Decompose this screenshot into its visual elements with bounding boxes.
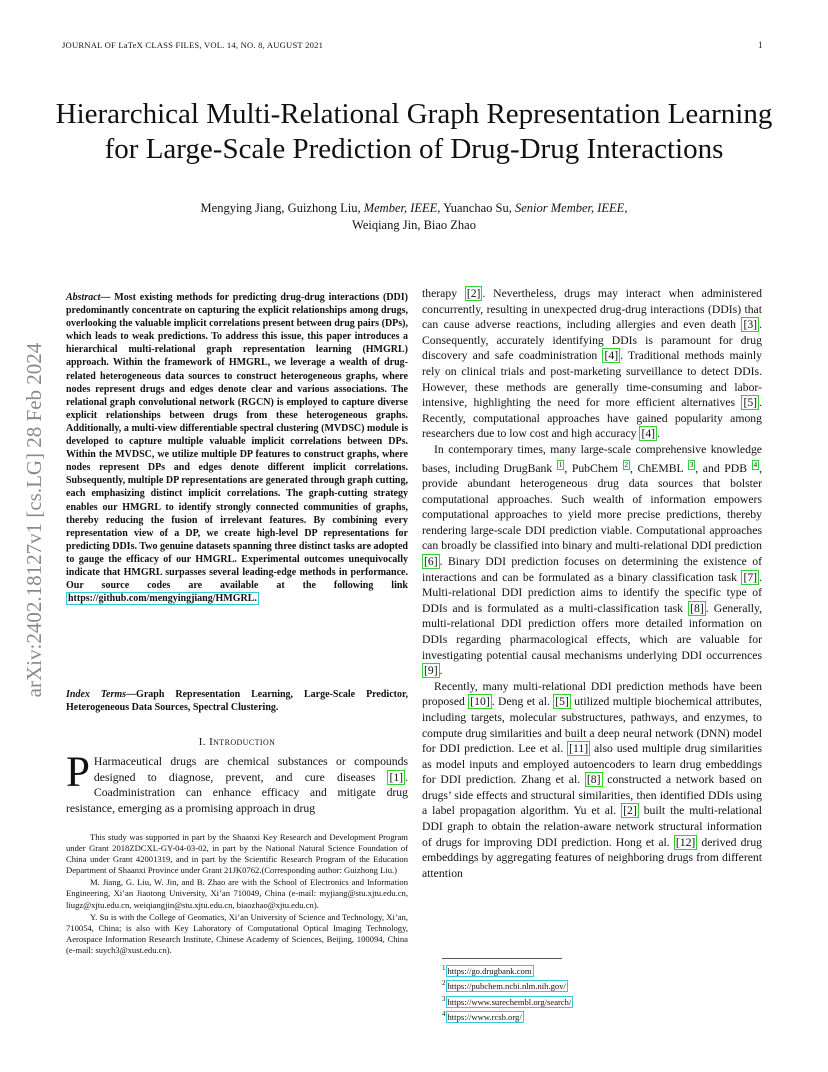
abstract-text: — Most existing methods for predicting drug-drug interactions (DDI) predominantly concentrate on capturing the explicit relationships among drugs, overlooking the valuable implicit correlations present between drug pairs (DPs), which leads to weak predictions. To address this issue, this paper introduces a hierarchical multi-relational graph representation learning (HMGRL) approach. Within the framework of HMGRL, we leverage a wealth of drug-related heterogeneous data sources to construct heterogeneous graphs, where nodes represent drugs and edges denote clear and various associations. The relational graph convolutional network (RGCN) is employed to capture diverse explicit relationships between drugs from these heterogeneous graphs. Additionally, a multi-view differentiable spectral clustering (MVDSC) module is developed to capture multiple valuable implicit correlations between DPs. Within the MVDSC, we utilize multiple DP features to construct graphs, where nodes represent DPs and edges denote different implicit correlations. Subsequently, multiple DP representations are generated through graph cutting, each emphasizing distinct implicit correlations. The graph-cutting strategy enables our HMGRL to identify strongly connected communities of graphs, thereby reducing the fusion of irrelevant features. By combining every representation view of a DP, we create high-level DP representations for predicting DDIs. Two genuine datasets spanning three distinct tasks are adopted to gauge the efficacy of our HMGRL. Experimental outcomes unequivocally indicate that HMGRL surpasses several leading-edge methods in performance. Our source codes are available at the following link [66, 292, 408, 592]
url-footnote [442, 962, 573, 977]
author-list [40, 200, 788, 234]
body-text: built the multi-relational DDI graph to obtain the relation-aware network structural information of drugs for improving DDI prediction. Hong et al. [422, 804, 763, 849]
intro-text-a: Harmaceutical drugs are chemical substances or compounds designed to diagnose, prevent, and cure diseases [93, 755, 408, 784]
body-text: utilized multiple biochemical attributes, including targets, molecular substructures, pathways, and enzymes, to compute drug similarities and built a deep neural network (DNN) model for DDI prediction. Lee et al. [422, 695, 762, 756]
citation-link[interactable]: [7] [743, 570, 758, 584]
citation-link[interactable]: [8] [586, 773, 601, 787]
citation-link[interactable]: [8] [690, 601, 704, 615]
running-header: JOURNAL OF LaTeX CLASS FILES, VOL. 14, NO. 8, AUGUST 2021 [62, 40, 324, 50]
funding-footnotes [66, 832, 408, 957]
body-text: . Traditional methods mainly rely on clinical trials and post-marketing surveillance to detect DDIs. However, these methods are generally time-consuming and labor-intensive, highlighting the need for more efficient alternatives [422, 349, 762, 410]
footnote-rule [442, 958, 562, 959]
source-code-link[interactable]: https://github.com/mengyingjiang/HMGRL. [68, 593, 257, 605]
affiliation-footnote: Y. Su is with the College of Geomatics, Xi’an University of Science and Technology, Xi’an, 710054, China; is also with Key Laboratory of Computational Optical Imaging Technology, Aerospace Information Research Institute, Chinese Academy of Sciences, Beijing, 100094, China (e-mail: suych3@xust.edu.cn). [66, 911, 408, 955]
arxiv-stamp: arXiv:2402.18127v1 [cs.LG] 28 Feb 2024 [22, 342, 46, 698]
url-footnotes [442, 962, 573, 1023]
paper-title: Hierarchical Multi-Relational Graph Representation Learning for Large-Scale Prediction of Drug-Drug Interactions [55, 98, 773, 166]
author-line-1 [40, 200, 788, 217]
index-terms-lead: Index Terms [66, 689, 127, 700]
citation-link[interactable]: [9] [424, 664, 438, 678]
footnote-mark: 4 [442, 1010, 446, 1019]
section-number: I. [198, 736, 210, 748]
body-text: derived drug embeddings by aggregating features of neighboring drugs from different attention [422, 835, 763, 880]
body-text: . Consequently, accurately identifying DDIs is paramount for drug discovery and safe coadministration [422, 318, 762, 363]
author-affil-a: Member, IEEE, [363, 201, 441, 215]
funding-footnote: This study was supported in part by the Shaanxi Key Research and Development Program under Grant 2018ZDCXL-GY-04-03-02, in part by the National Natural Science Foundation of China under Grant 42001319, and in part by the Scientific Research Program of the Education Department of Shaanxi Province under Grant 21JK0762.(Corresponding author: Guizhong Liu.) [66, 832, 408, 876]
body-text: . [439, 664, 443, 678]
citation-link[interactable]: [5] [743, 396, 758, 410]
url-footnote [442, 1008, 573, 1023]
citation-link[interactable]: [3] [743, 318, 758, 332]
footnote-ref[interactable]: 4 [753, 460, 758, 469]
citation-link[interactable]: [2] [466, 287, 481, 300]
citation-link[interactable]: [4] [641, 427, 656, 441]
abstract [66, 291, 408, 605]
citation-link[interactable]: [12] [675, 835, 696, 849]
body-paragraph [422, 286, 762, 442]
citation-link[interactable]: [6] [424, 554, 438, 568]
citation-link[interactable]: [11] [569, 742, 589, 756]
body-text: constructed a network based on drugs’ side effects and structural similarities, then identified DDIs using a label propagation algorithm. Yu et al. [422, 773, 762, 818]
intro-text-b: . Coadministration can enhance efficacy and mitigate drug resistance, emerging as a promising approach in drug [66, 770, 408, 815]
body-text: . Generally, multi-relational DDI prediction offers more detailed information on DDIs regarding pharmacological effects, which are valuable for investigating potential causal mechanisms underlying DDI occurrences [422, 601, 762, 662]
body-paragraph [422, 679, 762, 882]
body-text: In contemporary times, many large-scale comprehensive knowledge bases, including DrugBank [422, 442, 762, 475]
citation-link[interactable]: [5] [555, 695, 569, 709]
body-text: . Binary DDI prediction focuses on determining the existence of interactions and can be formulated as a binary classification task [422, 554, 762, 584]
footnote-ref[interactable]: 1 [558, 460, 563, 469]
footnote-link[interactable]: https://www.surechembl.org/search/ [447, 996, 572, 1007]
body-text: . Deng et al. [491, 695, 554, 709]
index-terms-text: —Graph Representation Learning, Large-Scale Predictor, Heterogeneous Data Sources, Spectral Clustering. [66, 689, 408, 714]
body-text: also used multiple drug similarities as model inputs and employed autoencoders to learn drug embeddings for DDI prediction. Zhang et al. [422, 742, 762, 787]
drop-cap: P [66, 749, 90, 796]
body-text: . [657, 427, 660, 441]
body-text: . Recently, computational approaches have gained popularity among researchers due to low cost and high accuracy [422, 396, 762, 441]
section-heading-introduction [66, 736, 408, 748]
author-names-a: Mengying Jiang, Guizhong Liu, [200, 201, 364, 215]
body-text: , ChEMBL [630, 461, 688, 475]
affiliation-footnote: M. Jiang, G. Liu, W. Jin, and B. Zhao are with the School of Electronics and Information Engineering, Xi’an Jiaotong University, Xi’an 710049, China (e-mail: myjiang@stu.xjtu.edu.cn, liugz@xjtu.edu.cn, weiqiangjin@stu.xjtu.edu.cn, biaozhao@xjtu.edu.cn). [66, 877, 408, 910]
body-text: , provide abundant heterogeneous drug data sources that bolster computational approaches. Such wealth of information empowers computational approaches to yield more precise predictions, thereby rendering large-scale DDI prediction viable. Computational approaches can broadly be classified into binary and multi-relational DDI prediction [422, 461, 762, 553]
abstract-lead: Abstract [66, 292, 101, 303]
footnote-ref[interactable]: 2 [624, 460, 629, 469]
citation-link[interactable]: [4] [604, 349, 619, 363]
citation-link[interactable]: [10] [470, 695, 490, 709]
body-text: . Nevertheless, drugs may interact when administered concurrently, resulting in unexpected drug-drug interactions (DDIs) that can cause adverse reactions, including allergies and even death [422, 287, 762, 332]
author-names-b: Yuanchao Su, [440, 201, 515, 215]
page-number: 1 [758, 40, 763, 50]
body-text: . Multi-relational DDI prediction aims to identify the specific type of DDIs and is formulated as a multi-classification task [422, 570, 762, 615]
index-terms [66, 688, 408, 714]
url-footnote [442, 993, 573, 1008]
footnote-link[interactable]: https://go.drugbank.com [447, 965, 532, 976]
citation-link[interactable]: [2] [623, 804, 637, 818]
author-affil-b: Senior Member, IEEE, [514, 201, 628, 215]
footnote-mark: 3 [442, 994, 446, 1003]
footnote-mark: 2 [442, 979, 446, 988]
body-text: Recently, many multi-relational DDI prediction methods have been proposed [422, 679, 762, 709]
author-line-2: Weiqiang Jin, Biao Zhao [352, 218, 476, 232]
right-column-body [422, 286, 762, 881]
url-footnote [442, 977, 573, 992]
footnote-mark: 1 [442, 964, 446, 972]
section-title: Introduction [209, 736, 276, 748]
body-text: , PubChem [564, 461, 623, 475]
body-text: , and PDB [695, 461, 752, 475]
body-paragraph [422, 442, 762, 679]
footnote-link[interactable]: https://www.rcsb.org/ [447, 1011, 522, 1022]
footnote-link[interactable]: https://pubchem.ncbi.nlm.nih.gov/ [447, 981, 566, 992]
body-text: therapy [422, 287, 465, 300]
citation-link[interactable]: [1] [389, 770, 404, 784]
footnote-ref[interactable]: 3 [689, 460, 694, 469]
intro-paragraph [66, 749, 408, 816]
